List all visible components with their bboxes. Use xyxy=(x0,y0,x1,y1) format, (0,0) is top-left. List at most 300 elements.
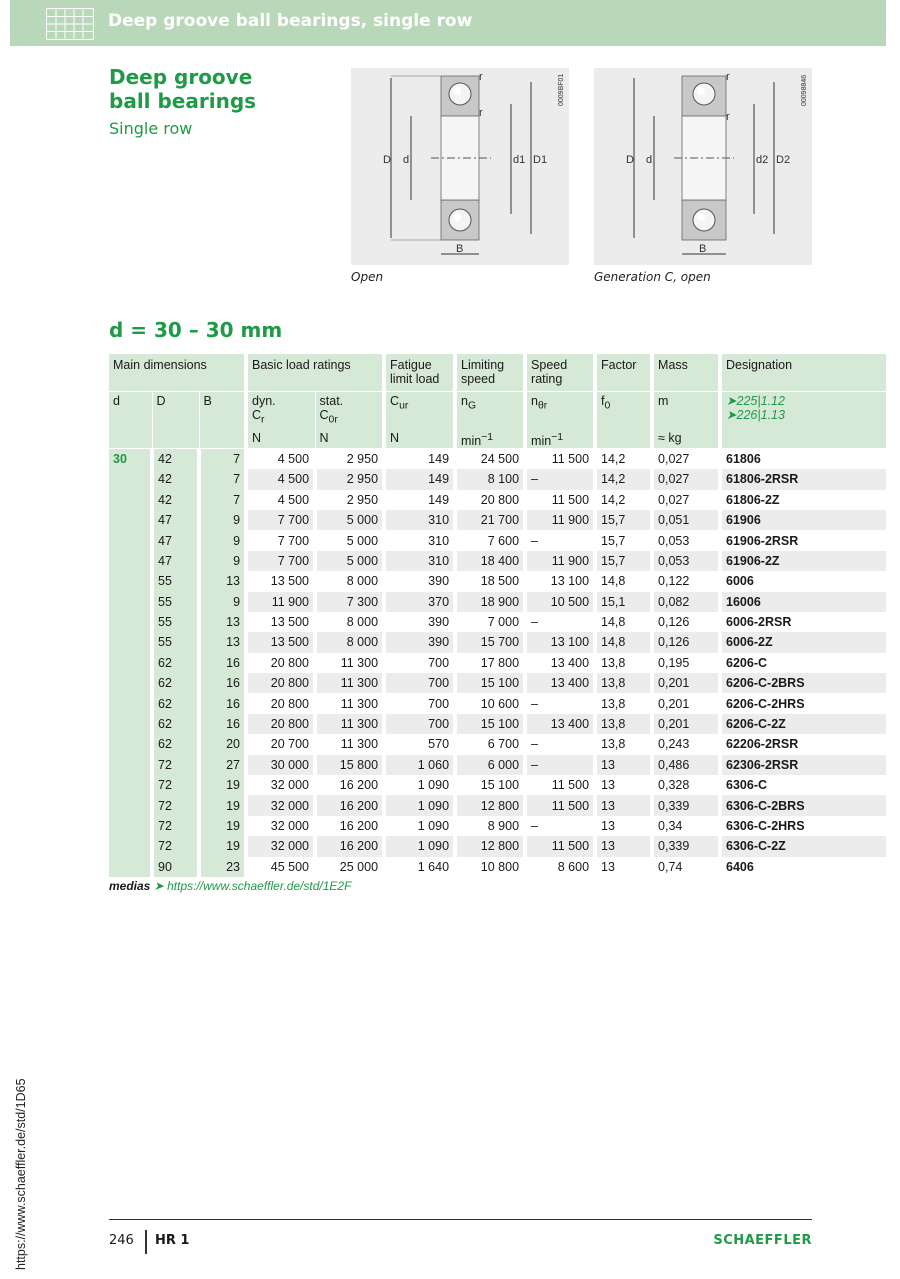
cell-c0r: 16 200 xyxy=(315,775,384,795)
cell-D: 62 xyxy=(152,693,199,713)
cell-cur: 570 xyxy=(384,734,455,754)
cell-c0r: 16 200 xyxy=(315,836,384,856)
cell-f0: 13 xyxy=(595,836,652,856)
cell-cr: 13 500 xyxy=(246,612,315,632)
cell-d xyxy=(109,775,152,795)
unit-n-cur: N xyxy=(384,431,455,449)
cell-d xyxy=(109,734,152,754)
cell-mass: 0,339 xyxy=(652,795,720,815)
label-D2: D2 xyxy=(776,154,791,166)
cell-d xyxy=(109,490,152,510)
cell-cur: 1 090 xyxy=(384,816,455,836)
cell-ntheta: 11 500 xyxy=(525,775,595,795)
cell-f0: 14,2 xyxy=(595,449,652,470)
cell-B: 7 xyxy=(199,449,246,470)
cell-d xyxy=(109,755,152,775)
footer-rule xyxy=(109,1219,812,1220)
cell-cur: 390 xyxy=(384,571,455,591)
cell-cr: 20 800 xyxy=(246,714,315,734)
cell-B: 27 xyxy=(199,755,246,775)
cell-c0r: 11 300 xyxy=(315,653,384,673)
sub-stat: stat. $C_{0r}$ xyxy=(315,391,384,431)
cell-cr: 4 500 xyxy=(246,490,315,510)
cell-cur: 149 xyxy=(384,469,455,489)
cell-d xyxy=(109,469,152,489)
cell-B: 19 xyxy=(199,836,246,856)
table-grid-icon xyxy=(46,8,94,40)
cell-ng: 15 700 xyxy=(455,632,525,652)
cell-mass: 0,082 xyxy=(652,592,720,612)
cell-cr: 20 800 xyxy=(246,693,315,713)
range-title: d = 30 – 30 mm xyxy=(109,318,283,342)
cell-ng: 12 800 xyxy=(455,836,525,856)
table-row xyxy=(109,775,886,795)
label-r-top: r xyxy=(479,71,483,83)
cell-ntheta: 13 100 xyxy=(525,571,595,591)
cell-designation: 6406 xyxy=(720,857,886,877)
cell-D: 72 xyxy=(152,816,199,836)
cell-ng: 15 100 xyxy=(455,673,525,693)
sub-ng: $n_G$ xyxy=(455,391,525,431)
cell-c0r: 2 950 xyxy=(315,469,384,489)
table-row xyxy=(109,734,886,754)
cell-B: 23 xyxy=(199,857,246,877)
cell-D: 72 xyxy=(152,795,199,815)
cell-D: 62 xyxy=(152,734,199,754)
cell-mass: 0,195 xyxy=(652,653,720,673)
cell-mass: 0,201 xyxy=(652,714,720,734)
cell-D: 42 xyxy=(152,469,199,489)
unit-min-ntheta: $\min^{-1}$ xyxy=(525,431,595,449)
cell-cr: 13 500 xyxy=(246,571,315,591)
label-d: d xyxy=(646,154,653,166)
cell-designation: 62306-2RSR xyxy=(720,755,886,775)
cell-cur: 370 xyxy=(384,592,455,612)
cell-c0r: 15 800 xyxy=(315,755,384,775)
cell-cur: 149 xyxy=(384,490,455,510)
cell-f0: 13 xyxy=(595,795,652,815)
page-title-line2: ball bearings xyxy=(109,89,257,113)
cell-c0r: 8 000 xyxy=(315,571,384,591)
cell-ng: 15 100 xyxy=(455,775,525,795)
cell-c0r: 16 200 xyxy=(315,795,384,815)
cell-d xyxy=(109,836,152,856)
cell-B: 9 xyxy=(199,530,246,550)
header-title: Deep groove ball bearings, single row xyxy=(108,11,473,31)
cell-designation: 62206-2RSR xyxy=(720,734,886,754)
cell-mass: 0,027 xyxy=(652,449,720,470)
cell-D: 62 xyxy=(152,653,199,673)
cell-mass: 0,126 xyxy=(652,612,720,632)
cell-c0r: 7 300 xyxy=(315,592,384,612)
cell-designation: 61806 xyxy=(720,449,886,470)
cell-f0: 14,8 xyxy=(595,632,652,652)
cell-c0r: 16 200 xyxy=(315,816,384,836)
header-factor: Factor xyxy=(595,354,652,391)
cell-cr: 32 000 xyxy=(246,795,315,815)
cell-D: 47 xyxy=(152,551,199,571)
cell-ng: 7 000 xyxy=(455,612,525,632)
cell-c0r: 2 950 xyxy=(315,490,384,510)
cell-mass: 0,027 xyxy=(652,469,720,489)
table-row xyxy=(109,449,886,470)
cell-cr: 11 900 xyxy=(246,592,315,612)
arrow-right-icon: ➤ xyxy=(726,393,737,408)
cell-f0: 13 xyxy=(595,857,652,877)
cell-D: 62 xyxy=(152,673,199,693)
cell-f0: 13 xyxy=(595,775,652,795)
cell-D: 55 xyxy=(152,592,199,612)
arrow-right-icon: ➤ xyxy=(726,407,737,422)
figure-caption-generation-c: Generation C, open xyxy=(594,270,711,284)
cell-f0: 15,7 xyxy=(595,510,652,530)
cell-d xyxy=(109,571,152,591)
page-title-line1: Deep groove xyxy=(109,65,253,89)
label-r-inner: r xyxy=(726,111,730,123)
cell-ntheta: – xyxy=(525,755,595,775)
side-url[interactable]: https://www.schaeffler.de/std/1D65 xyxy=(14,1078,28,1270)
cell-ntheta: 11 500 xyxy=(525,449,595,470)
cell-f0: 15,7 xyxy=(595,530,652,550)
cell-cr: 7 700 xyxy=(246,510,315,530)
cell-c0r: 25 000 xyxy=(315,857,384,877)
page-number: 246 xyxy=(109,1233,134,1248)
header-speed-rating: Speed rating xyxy=(525,354,595,391)
cell-mass: 0,34 xyxy=(652,816,720,836)
cell-D: 47 xyxy=(152,510,199,530)
table-row xyxy=(109,612,886,632)
cell-designation: 16006 xyxy=(720,592,886,612)
cell-designation: 6306-C-2BRS xyxy=(720,795,886,815)
sub-d: d xyxy=(109,391,152,431)
cell-cr: 20 800 xyxy=(246,673,315,693)
table-row xyxy=(109,551,886,571)
cell-c0r: 5 000 xyxy=(315,510,384,530)
cell-cur: 310 xyxy=(384,551,455,571)
cell-mass: 0,053 xyxy=(652,530,720,550)
cell-cr: 13 500 xyxy=(246,632,315,652)
cell-f0: 13,8 xyxy=(595,714,652,734)
cell-ntheta: 10 500 xyxy=(525,592,595,612)
cell-designation: 6206-C-2BRS xyxy=(720,673,886,693)
cell-mass: 0,486 xyxy=(652,755,720,775)
medias-link[interactable] xyxy=(109,879,351,893)
table-row xyxy=(109,490,886,510)
table-row xyxy=(109,795,886,815)
cell-ng: 10 600 xyxy=(455,693,525,713)
cell-D: 62 xyxy=(152,714,199,734)
cell-cur: 1 640 xyxy=(384,857,455,877)
cell-mass: 0,201 xyxy=(652,693,720,713)
cell-ntheta: – xyxy=(525,530,595,550)
cell-cur: 1 060 xyxy=(384,755,455,775)
figure-caption-open: Open xyxy=(351,270,384,284)
cell-mass: 0,339 xyxy=(652,836,720,856)
cell-cur: 700 xyxy=(384,714,455,734)
cell-c0r: 11 300 xyxy=(315,673,384,693)
unit-n-stat: N xyxy=(315,431,384,449)
label-D: D xyxy=(383,154,391,166)
cell-ntheta: 11 500 xyxy=(525,836,595,856)
cell-ng: 20 800 xyxy=(455,490,525,510)
label-B: B xyxy=(456,243,464,255)
header-mass: Mass xyxy=(652,354,720,391)
cell-d xyxy=(109,673,152,693)
cell-mass: 0,201 xyxy=(652,673,720,693)
cell-ng: 18 900 xyxy=(455,592,525,612)
table-row xyxy=(109,857,886,877)
cell-mass: 0,243 xyxy=(652,734,720,754)
cell-cr: 30 000 xyxy=(246,755,315,775)
cell-B: 19 xyxy=(199,816,246,836)
cell-ng: 8 100 xyxy=(455,469,525,489)
table-row xyxy=(109,510,886,530)
cell-d xyxy=(109,510,152,530)
cell-D: 55 xyxy=(152,571,199,591)
cell-d xyxy=(109,612,152,632)
cell-f0: 14,8 xyxy=(595,612,652,632)
cell-B: 9 xyxy=(199,551,246,571)
cell-d xyxy=(109,632,152,652)
cell-d xyxy=(109,857,152,877)
arrow-right-icon: ➤ xyxy=(153,879,164,893)
cell-ntheta: 13 400 xyxy=(525,714,595,734)
cell-ng: 6 000 xyxy=(455,755,525,775)
cell-designation: 6006-2Z xyxy=(720,632,886,652)
cell-B: 19 xyxy=(199,775,246,795)
sub-cur: $C_{ur}$ xyxy=(384,391,455,431)
cell-f0: 14,8 xyxy=(595,571,652,591)
drawing-code: 00098846 xyxy=(801,74,808,106)
sub-dyn: dyn. $C_r$ xyxy=(246,391,315,431)
cell-B: 19 xyxy=(199,795,246,815)
cell-B: 20 xyxy=(199,734,246,754)
cell-f0: 13 xyxy=(595,755,652,775)
cell-ng: 15 100 xyxy=(455,714,525,734)
cell-d: 30 xyxy=(109,449,152,470)
cell-D: 72 xyxy=(152,775,199,795)
cell-ng: 12 800 xyxy=(455,795,525,815)
cell-c0r: 5 000 xyxy=(315,551,384,571)
header-main-dimensions: Main dimensions xyxy=(109,354,246,391)
page-subtitle: Single row xyxy=(109,119,193,138)
cell-d xyxy=(109,551,152,571)
label-B: B xyxy=(699,243,707,255)
cell-B: 13 xyxy=(199,612,246,632)
cell-mass: 0,053 xyxy=(652,551,720,571)
cell-d xyxy=(109,816,152,836)
cell-f0: 15,7 xyxy=(595,551,652,571)
cell-D: 90 xyxy=(152,857,199,877)
page-title xyxy=(109,65,329,113)
label-d1: d1 xyxy=(513,154,526,166)
header-designation: Designation xyxy=(720,354,886,391)
cell-ntheta: 11 500 xyxy=(525,795,595,815)
cell-ng: 6 700 xyxy=(455,734,525,754)
table-row xyxy=(109,653,886,673)
cell-B: 9 xyxy=(199,510,246,530)
cell-ntheta: 13 400 xyxy=(525,673,595,693)
reference-link-226[interactable]: ➤226|1.13 xyxy=(726,407,785,422)
cell-ntheta: – xyxy=(525,734,595,754)
cell-ntheta: 11 900 xyxy=(525,551,595,571)
cell-B: 16 xyxy=(199,673,246,693)
cell-B: 9 xyxy=(199,592,246,612)
cell-designation: 61906 xyxy=(720,510,886,530)
table-row xyxy=(109,592,886,612)
cell-mass: 0,051 xyxy=(652,510,720,530)
cell-B: 16 xyxy=(199,653,246,673)
cell-d xyxy=(109,530,152,550)
cell-B: 7 xyxy=(199,490,246,510)
cell-ntheta: – xyxy=(525,693,595,713)
cell-designation: 61906-2RSR xyxy=(720,530,886,550)
cell-designation: 6306-C-2Z xyxy=(720,836,886,856)
cell-ntheta: 8 600 xyxy=(525,857,595,877)
cell-cur: 1 090 xyxy=(384,775,455,795)
cell-mass: 0,74 xyxy=(652,857,720,877)
cell-ntheta: – xyxy=(525,816,595,836)
cell-cur: 700 xyxy=(384,653,455,673)
table-row xyxy=(109,693,886,713)
table-row xyxy=(109,673,886,693)
cell-designation: 6006 xyxy=(720,571,886,591)
cell-cur: 390 xyxy=(384,612,455,632)
cell-cur: 310 xyxy=(384,510,455,530)
cell-ntheta: 11 900 xyxy=(525,510,595,530)
cell-ng: 7 600 xyxy=(455,530,525,550)
cell-D: 47 xyxy=(152,530,199,550)
document-code: HR 1 xyxy=(155,1233,190,1248)
sub-m: m xyxy=(652,391,720,431)
cell-ng: 8 900 xyxy=(455,816,525,836)
label-d: d xyxy=(403,154,410,166)
cell-D: 55 xyxy=(152,612,199,632)
cell-c0r: 8 000 xyxy=(315,632,384,652)
cell-cr: 32 000 xyxy=(246,775,315,795)
brand-logo: SCHAEFFLER xyxy=(713,1233,812,1248)
medias-url[interactable]: https://www.schaeffler.de/std/1E2F xyxy=(167,879,352,893)
header-load-ratings: Basic load ratings xyxy=(246,354,384,391)
cell-cr: 4 500 xyxy=(246,449,315,470)
cell-ng: 17 800 xyxy=(455,653,525,673)
cell-cur: 390 xyxy=(384,632,455,652)
cell-cur: 1 090 xyxy=(384,795,455,815)
cell-cur: 149 xyxy=(384,449,455,470)
cell-B: 13 xyxy=(199,571,246,591)
cell-f0: 14,2 xyxy=(595,490,652,510)
cell-cr: 7 700 xyxy=(246,551,315,571)
cell-d xyxy=(109,795,152,815)
cell-c0r: 8 000 xyxy=(315,612,384,632)
cell-d xyxy=(109,592,152,612)
sub-references xyxy=(720,391,886,431)
cell-D: 42 xyxy=(152,490,199,510)
cell-ntheta: – xyxy=(525,469,595,489)
label-d2: d2 xyxy=(756,154,769,166)
cell-c0r: 11 300 xyxy=(315,734,384,754)
cell-f0: 15,1 xyxy=(595,592,652,612)
bearing-drawing-generation-c xyxy=(594,68,812,265)
cell-c0r: 2 950 xyxy=(315,449,384,470)
cell-ng: 10 800 xyxy=(455,857,525,877)
cell-ng: 21 700 xyxy=(455,510,525,530)
cell-ntheta: – xyxy=(525,612,595,632)
cell-f0: 13,8 xyxy=(595,653,652,673)
cell-ntheta: 13 100 xyxy=(525,632,595,652)
cell-f0: 13,8 xyxy=(595,673,652,693)
cell-ng: 18 400 xyxy=(455,551,525,571)
cell-cur: 700 xyxy=(384,693,455,713)
medias-label: medias xyxy=(109,879,151,893)
bearing-table xyxy=(109,354,886,877)
cell-D: 72 xyxy=(152,836,199,856)
reference-link-225[interactable]: ➤225|1.12 xyxy=(726,393,785,408)
cell-designation: 6206-C-2HRS xyxy=(720,693,886,713)
unit-min-ng: $\min^{-1}$ xyxy=(455,431,525,449)
cell-cr: 45 500 xyxy=(246,857,315,877)
table-row xyxy=(109,571,886,591)
header-bar xyxy=(10,0,886,46)
cell-ntheta: 13 400 xyxy=(525,653,595,673)
cell-designation: 61806-2Z xyxy=(720,490,886,510)
cell-designation: 6306-C-2HRS xyxy=(720,816,886,836)
table-row xyxy=(109,632,886,652)
table-row xyxy=(109,469,886,489)
cell-mass: 0,328 xyxy=(652,775,720,795)
cell-B: 7 xyxy=(199,469,246,489)
cell-c0r: 11 300 xyxy=(315,714,384,734)
table-row xyxy=(109,755,886,775)
cell-mass: 0,126 xyxy=(652,632,720,652)
cell-cur: 1 090 xyxy=(384,836,455,856)
table-row xyxy=(109,714,886,734)
drawing-code: 0009BF01 xyxy=(558,73,565,106)
cell-f0: 13,8 xyxy=(595,693,652,713)
cell-mass: 0,122 xyxy=(652,571,720,591)
cell-ng: 18 500 xyxy=(455,571,525,591)
cell-cr: 32 000 xyxy=(246,816,315,836)
header-limiting-speed: Limiting speed xyxy=(455,354,525,391)
cell-B: 16 xyxy=(199,714,246,734)
cell-designation: 61806-2RSR xyxy=(720,469,886,489)
cell-f0: 13 xyxy=(595,816,652,836)
cell-cr: 4 500 xyxy=(246,469,315,489)
label-r-top: r xyxy=(726,71,730,83)
cell-cr: 20 700 xyxy=(246,734,315,754)
cell-D: 72 xyxy=(152,755,199,775)
cell-B: 16 xyxy=(199,693,246,713)
cell-designation: 61906-2Z xyxy=(720,551,886,571)
cell-mass: 0,027 xyxy=(652,490,720,510)
unit-kg: ≈ kg xyxy=(652,431,720,449)
cell-cr: 32 000 xyxy=(246,836,315,856)
cell-f0: 13,8 xyxy=(595,734,652,754)
label-D: D xyxy=(626,154,634,166)
unit-n-dyn: N xyxy=(246,431,315,449)
cell-c0r: 5 000 xyxy=(315,530,384,550)
cell-cr: 20 800 xyxy=(246,653,315,673)
cell-D: 42 xyxy=(152,449,199,470)
cell-d xyxy=(109,653,152,673)
cell-ng: 24 500 xyxy=(455,449,525,470)
sub-B: B xyxy=(199,391,246,431)
cell-cur: 310 xyxy=(384,530,455,550)
cell-cr: 7 700 xyxy=(246,530,315,550)
cell-designation: 6306-C xyxy=(720,775,886,795)
cell-f0: 14,2 xyxy=(595,469,652,489)
sub-ntheta: $n_{\theta r}$ xyxy=(525,391,595,431)
